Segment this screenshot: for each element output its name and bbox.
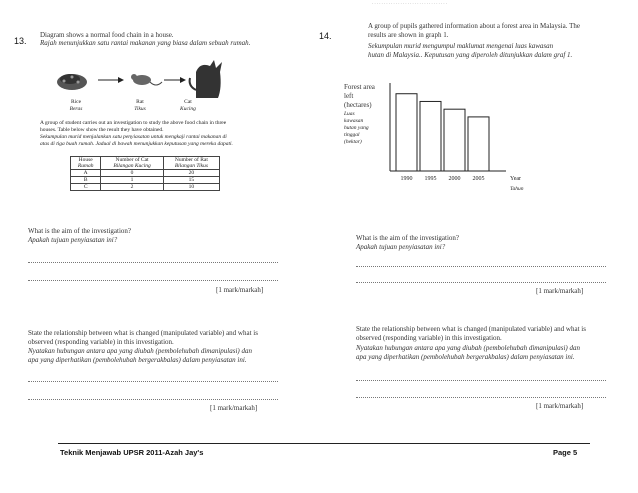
q14-intro-ms: Sekumpulan murid mengumpul maklumat mengenai luas kawasan hutan di Malaysia.. Keputusan yang diperoleh ditunjukkan dalam graf 1. (368, 42, 573, 59)
cat-label: Cat Kucing (180, 99, 196, 112)
x-tick-label: 2000 (448, 176, 461, 182)
q13-intro-en: Diagram shows a normal food chain in a house. (40, 31, 174, 39)
bar-1990 (396, 94, 417, 171)
chart-ylabel-en: Forest area left (hectares) (344, 83, 375, 109)
rat-icon (131, 74, 162, 85)
forest-area-chart (340, 78, 580, 198)
question-14-number: 14. (319, 31, 332, 41)
q13-results-table (70, 156, 220, 191)
rice-label: Rice Beras (69, 99, 83, 112)
cat-icon (190, 60, 222, 98)
q14-aim-question-ms: Apakah tujuan penyiasatan ini? (356, 243, 446, 251)
header-rat: Number of Rat Bilangan Tikus (163, 157, 219, 170)
chart-ylabel-ms: Luas kawasan hutan yang tinggal (hektar) (344, 111, 369, 145)
q13-answer-line-3[interactable] (28, 381, 278, 382)
bar-2005 (468, 117, 489, 171)
q13-paragraph-en: A group of student carries out an investigation to study the above food chain in three houses. Table below show the result they have obtained. (40, 120, 227, 133)
q14-answer-line-4[interactable] (356, 397, 606, 398)
q14-answer-line-2[interactable] (356, 282, 606, 283)
q13-aim-question-ms: Apakah tujuan penyiasatan ini? (28, 236, 118, 244)
q14-mark-1: [1 mark/markah] (536, 287, 584, 295)
table-row: B 1 15 (71, 177, 220, 184)
rat-label: Rat Tikus (134, 99, 146, 112)
q14-answer-line-1[interactable] (356, 266, 606, 267)
arrow-icon (98, 77, 124, 83)
q14-relationship-ms: Nyatakan hubungan antara apa yang diubah (pembolehubah dimanipulasi) dan apa yang diperhatikan (pembolehubah bergerakbalas) dalam penyiasatan ini. (356, 344, 580, 361)
q13-aim-question-en: What is the aim of the investigation? (28, 227, 132, 235)
footer-page-number: Page 5 (553, 448, 578, 457)
arrow-icon (164, 77, 186, 83)
bar-1995 (420, 101, 441, 171)
x-axis-label: Year (510, 176, 522, 182)
question-13-number: 13. (14, 36, 27, 46)
x-axis-label-ms: Tahun (510, 186, 524, 192)
page-header: ................................ (372, 0, 448, 6)
q13-answer-line-4[interactable] (28, 399, 278, 400)
q13-relationship-ms: Nyatakan hubungan antara apa yang diubah (pembolehubah dimanipulasi) dan apa yang diperhatikan (pembolehubah bergerakbalas) dalam penyiasatan ini. (28, 347, 252, 364)
footer-divider (58, 443, 590, 444)
q14-aim-question-en: What is the aim of the investigation? (356, 234, 460, 242)
table-header-row (71, 157, 220, 170)
x-tick-label: 1995 (424, 176, 437, 182)
bar-2000 (444, 109, 465, 171)
q13-intro-ms: Rajah menunjukkan satu rantai makanan yang biasa dalam sebuah rumah. (40, 39, 251, 47)
q14-relationship-en: State the relationship between what is changed (manipulated variable) and what is observed (responding variable) in this investigation. (356, 325, 586, 342)
q13-mark-1: [1 mark/markah] (216, 286, 264, 294)
footer-title: Teknik Menjawab UPSR 2011-Azah Jay's (60, 448, 204, 457)
x-tick-label: 1990 (400, 176, 413, 182)
q13-paragraph-ms: Sekumpulan murid menjalankan satu penyiasatan untuk mengkaji rantai makanan di atas di tiga buah rumah. Jadual di bawah menunjukkan keputusan yang mereka dapati. (40, 134, 233, 147)
q13-answer-line-1[interactable] (28, 262, 278, 263)
q14-answer-line-3[interactable] (356, 380, 606, 381)
header-house: House Rumah (71, 157, 101, 170)
table-row: A 0 20 (71, 170, 220, 177)
rice-icon (57, 74, 87, 90)
q13-answer-line-2[interactable] (28, 280, 278, 281)
q14-intro-en: A group of pupils gathered information about a forest area in Malaysia. The results are shown in graph 1. (368, 22, 580, 39)
q13-mark-2: [1 mark/markah] (210, 404, 258, 412)
x-tick-label: 2005 (472, 176, 485, 182)
q14-mark-2: [1 mark/markah] (536, 402, 584, 410)
header-cat: Number of Cat Bilangan Kucing (101, 157, 163, 170)
q13-relationship-en: State the relationship between what is changed (manipulated variable) and what is observed (responding variable) in this investigation. (28, 329, 258, 346)
table-row: C 2 10 (71, 184, 220, 191)
